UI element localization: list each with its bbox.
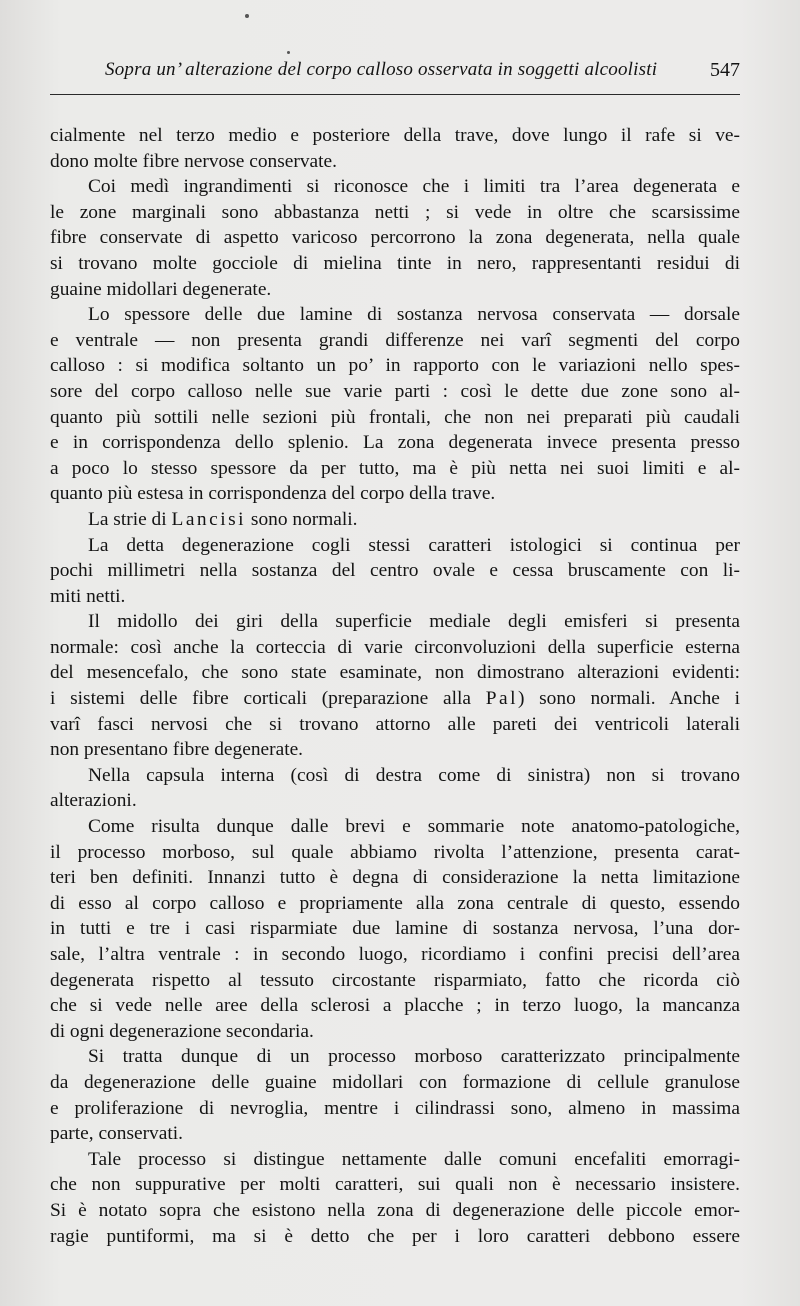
text-line: a poco lo stesso spessore da per tutto, ma è più netta nei suoi limiti e al-: [50, 457, 740, 479]
text-line: ragie puntiformi, ma si è detto che per i loro caratteri debbono essere: [50, 1225, 740, 1247]
author-name: Lancisi: [171, 508, 247, 530]
text-fragment: i sistemi delle fibre corticali (preparazione alla: [50, 688, 486, 710]
print-speck: [287, 51, 290, 54]
header-rule: [50, 94, 740, 95]
text-line: alterazioni.: [50, 790, 137, 812]
text-line: calloso : si modifica soltanto un po’ in rapporto con le variazioni nello spes-: [50, 355, 740, 377]
text-line: Si è notato sopra che esistono nella zona di degenerazione delle piccole emor-: [50, 1199, 740, 1221]
text-line: che si vede nelle aree della sclerosi a placche ; in terzo luogo, la mancanza: [50, 995, 740, 1017]
text-line: normale: così anche la corteccia di varie circonvoluzioni della superficie esterna: [50, 636, 740, 658]
text-line: e ventrale — non presenta grandi differenze nei varî segmenti del corpo: [50, 329, 740, 351]
text-line: dono molte fibre nervose conservate.: [50, 150, 337, 172]
text-line: quanto più estesa in corrispondenza del corpo della trave.: [50, 483, 496, 505]
text-line: Come risulta dunque dalle brevi e sommarie note anatomo-patologiche,: [88, 816, 740, 838]
author-name: Pal: [485, 688, 518, 710]
text-line: sale, l’altra ventrale : in secondo luogo, ricordiamo i confini precisi dell’area: [50, 944, 740, 965]
text-line: di esso al corpo calloso e propriamente alla zona centrale di questo, essendo: [50, 892, 740, 914]
text-line: degenerata rispetto al tessuto circostante risparmiato, fatto che ricorda ciò: [50, 969, 740, 991]
text-line: il processo morboso, sul quale abbiamo rivolta l’attenzione, presenta carat-: [50, 841, 740, 863]
text-line: teri ben definiti. Innanzi tutto è degna di considerazione la netta limitazione: [50, 867, 740, 889]
text-line: parte, conservati.: [50, 1123, 183, 1145]
text-line: Tale processo si distingue nettamente dalle comuni encefaliti emorragi-: [88, 1148, 740, 1170]
text-line: fibre conservate di aspetto varicoso percorrono la zona degenerata, nella quale: [50, 227, 740, 249]
text-line: miti netti.: [50, 585, 126, 607]
text-line: di ogni degenerazione secondaria.: [50, 1020, 314, 1042]
text-line: varî fasci nervosi che si trovano attorno alle pareti dei ventricoli laterali: [50, 713, 740, 735]
text-line: Si tratta dunque di un processo morboso caratterizzato principalmente: [88, 1046, 740, 1068]
text-line: quanto più sottili nelle sezioni più frontali, che non nei preparati più caudali: [50, 406, 740, 428]
text-line: non presentano fibre degenerate.: [50, 739, 304, 761]
text-line: cialmente nel terzo medio e posteriore della trave, dove lungo il rafe si ve-: [50, 125, 740, 146]
text-line: in tutti e tre i casi risparmiate due lamine di sostanza nervosa, l’una dor-: [50, 918, 740, 940]
text-line: Il midollo dei giri della superficie mediale degli emisferi si presenta: [88, 611, 740, 633]
text-fragment: ) sono normali. Anche i: [517, 688, 740, 710]
text-fragment: La strie di: [88, 508, 172, 530]
text-line: pochi millimetri nella sostanza del centro ovale e cessa bruscamente con li-: [50, 560, 740, 582]
print-speck: [245, 14, 249, 18]
text-fragment: sono normali.: [246, 508, 358, 530]
text-line: Lo spessore delle due lamine di sostanza nervosa conservata — dorsale: [88, 304, 740, 326]
text-line: sore del corpo calloso nelle sue varie parti : così le dette due zone sono al-: [50, 380, 740, 402]
text-line: [50, 507, 740, 533]
text-line: Coi medì ingrandimenti si riconosce che i limiti tra l’area degenerata e: [88, 176, 740, 198]
page-header: [50, 56, 740, 86]
text-line: guaine midollari degenerate.: [50, 278, 272, 300]
text-line: La detta degenerazione cogli stessi caratteri istologici si continua per: [88, 534, 740, 556]
text-line: e proliferazione di nevroglia, mentre i cilindrassi sono, almeno in massima: [50, 1097, 740, 1119]
text-line: che non suppurative per molti caratteri, sui quali non è necessario insistere.: [50, 1174, 740, 1196]
text-line: si trovano molte gocciole di mielina tinte in nero, rappresentanti residui di: [50, 252, 740, 274]
text-line: del mesencefalo, che sono state esaminate, non dimostrano alterazioni evidenti:: [50, 662, 740, 684]
text-line: e in corrispondenza dello splenio. La zona degenerata invece presenta presso: [50, 432, 740, 454]
text-line: [50, 686, 740, 712]
text-line: Nella capsula interna (così di destra come di sinistra) non si trovano: [88, 764, 740, 786]
text-line: da degenerazione delle guaine midollari con formazione di cellule granulose: [50, 1071, 740, 1093]
body-text: [50, 123, 740, 1249]
page-number: 547: [710, 59, 740, 81]
running-title: Sopra un’ alterazione del corpo calloso osservata in soggetti alcoolisti: [105, 59, 658, 80]
text-line: le zone marginali sono abbastanza netti ; si vede in oltre che scarsissime: [50, 201, 740, 223]
